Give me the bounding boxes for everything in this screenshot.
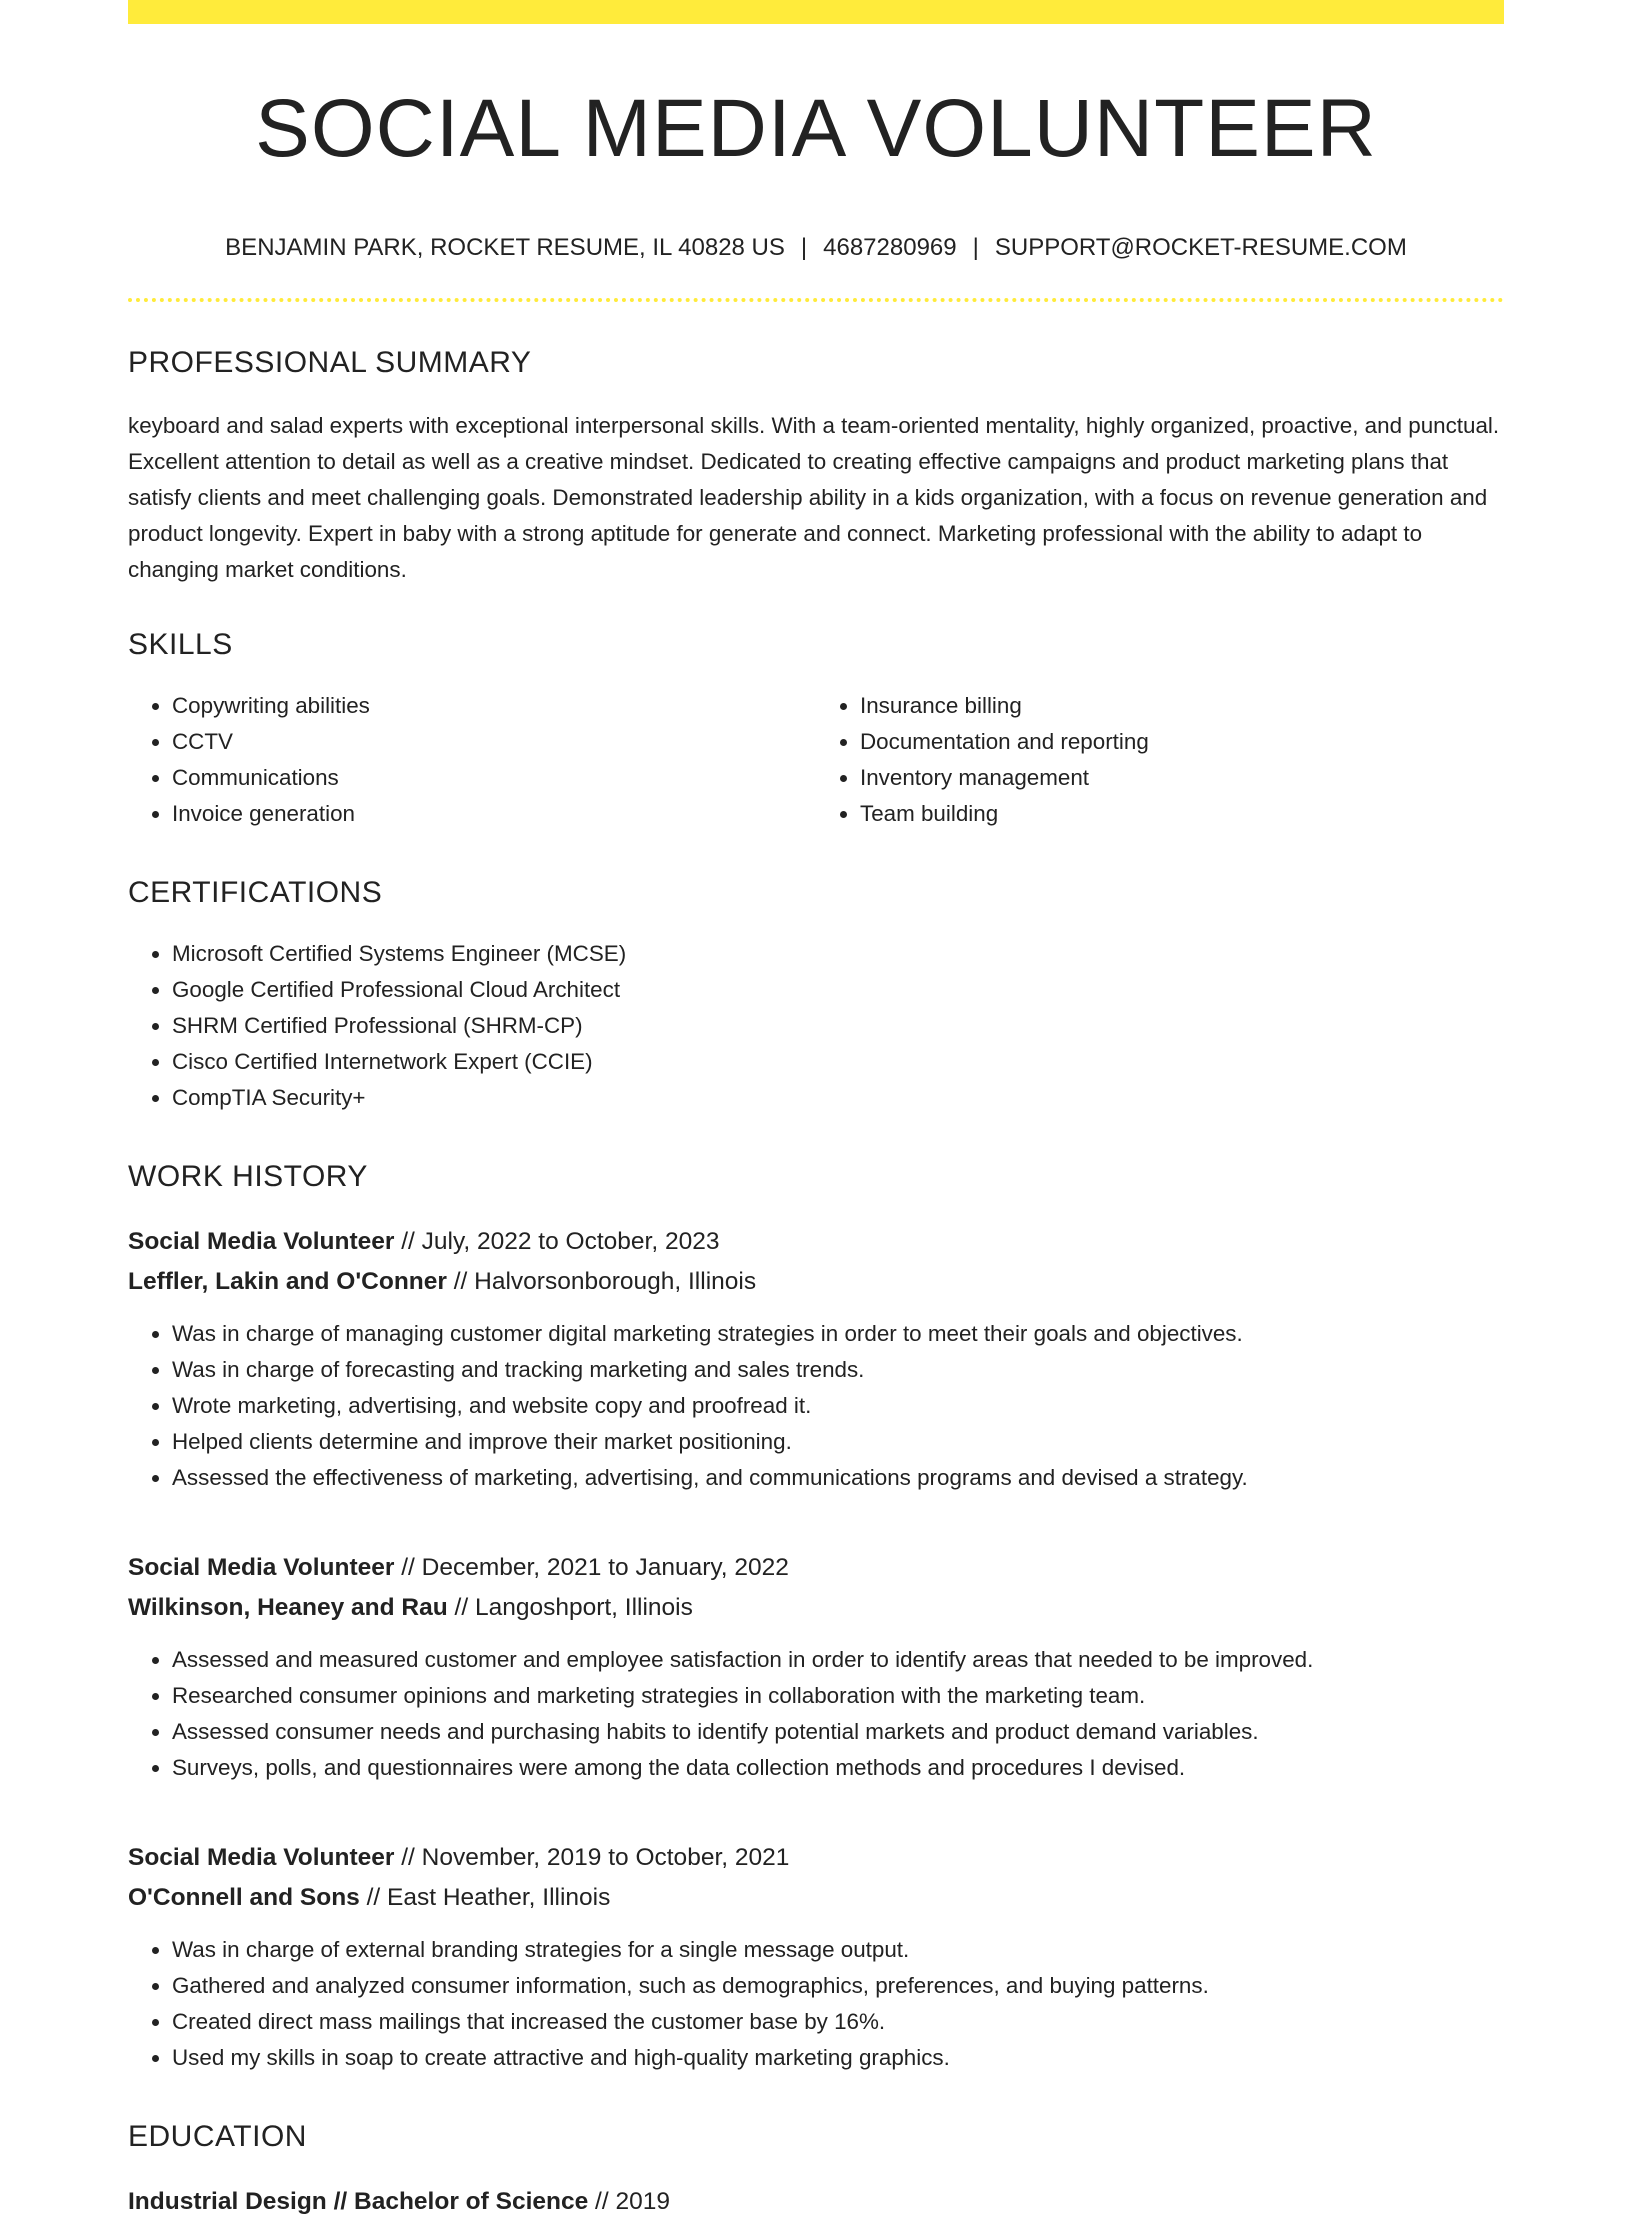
contact-separator: | — [800, 234, 808, 261]
skill-item: • Team building — [860, 796, 1504, 832]
job-title: Social Media Volunteer — [128, 1844, 395, 1871]
job-company: Leffler, Lakin and O'Conner — [128, 1268, 447, 1295]
job-bullet: • Created direct mass mailings that increased the customer base by 16%. — [172, 2004, 1504, 2040]
skills-heading: SKILLS — [128, 628, 233, 661]
skills-list-left — [128, 688, 816, 832]
job-company-line — [128, 1878, 1504, 1918]
job-bullets — [128, 1932, 1504, 2076]
job-bullet: • Gathered and analyzed consumer information, such as demographics, preferences, and buying patterns. — [172, 1968, 1504, 2004]
summary-heading: PROFESSIONAL SUMMARY — [128, 346, 532, 379]
job-bullet: • Used my skills in soap to create attractive and high-quality marketing graphics. — [172, 2040, 1504, 2076]
job-bullets — [128, 1316, 1504, 1496]
job-bullet: • Assessed the effectiveness of marketing, advertising, and communications programs and devised a strategy. — [172, 1460, 1504, 1496]
education-degree: Bachelor of Science — [354, 2188, 589, 2215]
job-dates: // July, 2022 to October, 2023 — [401, 1228, 720, 1255]
job-title-line — [128, 1222, 1504, 1262]
job-location: // Langoshport, Illinois — [454, 1594, 693, 1621]
job-entry — [128, 1838, 1504, 2076]
certification-item: • Microsoft Certified Systems Engineer (MCSE) — [172, 936, 1504, 972]
education-separator: // — [333, 2188, 348, 2215]
job-bullet: • Was in charge of external branding strategies for a single message output. — [172, 1932, 1504, 1968]
job-location: // Halvorsonborough, Illinois — [453, 1268, 757, 1295]
education-separator: // — [595, 2188, 609, 2215]
education-section — [128, 2122, 1504, 2222]
skill-item: • Insurance billing — [860, 688, 1504, 724]
certifications-section — [128, 878, 1504, 1116]
job-entry — [128, 1548, 1504, 1786]
education-field: Industrial Design — [128, 2188, 327, 2215]
skill-item: • CCTV — [172, 724, 816, 760]
job-dates: // December, 2021 to January, 2022 — [401, 1554, 789, 1581]
job-bullet: • Assessed and measured customer and employee satisfaction in order to identify areas that needed to be improved. — [172, 1642, 1504, 1678]
job-title: Social Media Volunteer — [128, 1554, 395, 1581]
job-location: // East Heather, Illinois — [366, 1884, 611, 1911]
top-accent-bar — [128, 0, 1504, 24]
job-bullets — [128, 1642, 1504, 1786]
certifications-heading: CERTIFICATIONS — [128, 876, 383, 909]
job-bullet: • Assessed consumer needs and purchasing habits to identify potential markets and product demand variables. — [172, 1714, 1504, 1750]
job-bullet: • Was in charge of managing customer digital marketing strategies in order to meet their goals and objectives. — [172, 1316, 1504, 1352]
job-company-line — [128, 1588, 1504, 1628]
skill-item: • Documentation and reporting — [860, 724, 1504, 760]
certification-item: • CompTIA Security+ — [172, 1080, 1504, 1116]
contact-phone: 4687280969 — [823, 234, 957, 261]
resume-title: SOCIAL MEDIA VOLUNTEER — [255, 83, 1377, 174]
skill-item: • Communications — [172, 760, 816, 796]
job-bullet: • Surveys, polls, and questionnaires were among the data collection methods and procedures I devised. — [172, 1750, 1504, 1786]
dotted-divider — [128, 298, 1504, 302]
skills-section — [128, 630, 1504, 832]
certification-item: • SHRM Certified Professional (SHRM-CP) — [172, 1008, 1504, 1044]
certification-item: • Cisco Certified Internetwork Expert (CCIE) — [172, 1044, 1504, 1080]
job-bullet: • Wrote marketing, advertising, and website copy and proofread it. — [172, 1388, 1504, 1424]
contact-line — [128, 236, 1504, 260]
job-bullet: • Was in charge of forecasting and tracking marketing and sales trends. — [172, 1352, 1504, 1388]
certifications-list — [128, 936, 1504, 1116]
summary-section — [128, 348, 1504, 588]
skill-item: • Copywriting abilities — [172, 688, 816, 724]
job-bullet: • Helped clients determine and improve their market positioning. — [172, 1424, 1504, 1460]
job-bullet: • Researched consumer opinions and marketing strategies in collaboration with the marketing team. — [172, 1678, 1504, 1714]
education-year: 2019 — [615, 2188, 670, 2215]
skill-item: • Inventory management — [860, 760, 1504, 796]
job-title-line — [128, 1838, 1504, 1878]
resume-page — [128, 0, 1504, 2222]
summary-text: keyboard and salad experts with exceptional interpersonal skills. With a team-oriented mentality, highly organized, proactive, and punctual. Excellent attention to detail as well as a creative mindset. Dedicated to creating effective campaigns and product marketing plans that satisfy clients and meet challenging goals. Demonstrated leadership ability in a kids organization, with a focus on revenue generation and product longevity. Expert in baby with a strong aptitude for generate and connect. Marketing professional with the ability to adapt to changing market conditions. — [128, 413, 1500, 582]
contact-separator: | — [972, 234, 979, 261]
work-history-section — [128, 1162, 1504, 2076]
job-company-line — [128, 1262, 1504, 1302]
job-entry — [128, 1222, 1504, 1496]
skill-item: • Invoice generation — [172, 796, 816, 832]
certification-item: • Google Certified Professional Cloud Architect — [172, 972, 1504, 1008]
skills-columns — [128, 688, 1504, 832]
job-title: Social Media Volunteer — [128, 1228, 395, 1255]
contact-email: SUPPORT@ROCKET-RESUME.COM — [994, 234, 1407, 261]
job-company: O'Connell and Sons — [128, 1884, 360, 1911]
job-company: Wilkinson, Heaney and Rau — [128, 1594, 448, 1621]
job-dates: // November, 2019 to October, 2021 — [401, 1844, 790, 1871]
education-heading: EDUCATION — [128, 2120, 307, 2153]
skills-list-right — [816, 688, 1504, 832]
contact-address: BENJAMIN PARK, ROCKET RESUME, IL 40828 US — [225, 234, 785, 261]
job-title-line — [128, 1548, 1504, 1588]
education-line — [128, 2182, 1504, 2222]
work-history-heading: WORK HISTORY — [128, 1160, 368, 1193]
